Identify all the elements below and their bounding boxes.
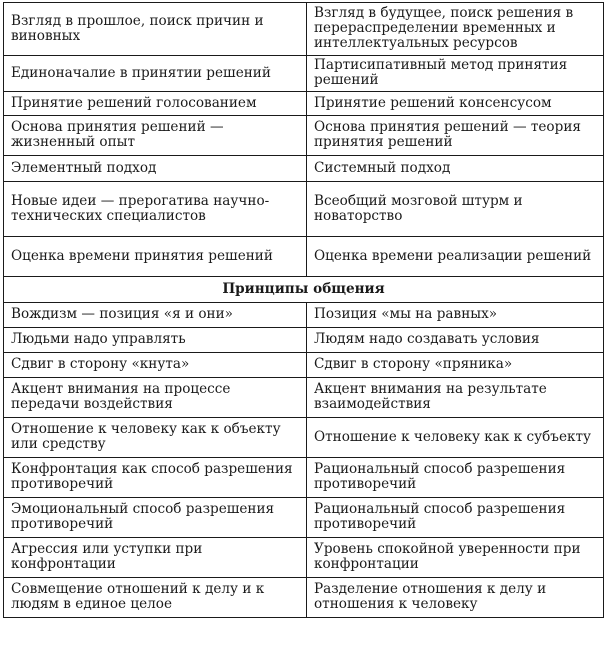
cell-old-approach: Отношение к человеку как к объекту или средству [4, 418, 307, 458]
table-row [4, 92, 604, 116]
cell-old-approach: Сдвиг в сторону «кнута» [4, 353, 307, 378]
cell-new-approach: Отношение к человеку как к субъекту [307, 418, 604, 458]
table-row [4, 182, 604, 237]
cell-new-approach: Всеобщий мозговой штурм и новаторство [307, 182, 604, 237]
cell-new-approach: Рациональный способ разрешения противоречий [307, 458, 604, 498]
cell-old-approach: Агрессия или уступки при конфронтации [4, 538, 307, 578]
cell-old-approach: Оценка времени принятия решений [4, 237, 307, 277]
table-row [4, 116, 604, 156]
table-row [4, 578, 604, 618]
cell-new-approach: Основа принятия решений — теория принятия решений [307, 116, 604, 156]
cell-old-approach: Основа принятия решений — жизненный опыт [4, 116, 307, 156]
cell-old-approach: Вождизм — позиция «я и они» [4, 303, 307, 328]
section-header-row [4, 277, 604, 303]
cell-new-approach: Принятие решений консенсусом [307, 92, 604, 116]
table-row [4, 303, 604, 328]
cell-new-approach: Разделение отношения к делу и отношения к человеку [307, 578, 604, 618]
cell-old-approach: Акцент внимания на процессе передачи воздействия [4, 378, 307, 418]
cell-old-approach: Эмоциональный способ разрешения противоречий [4, 498, 307, 538]
table-row [4, 538, 604, 578]
cell-new-approach: Оценка времени реализации решений [307, 237, 604, 277]
cell-old-approach: Принятие решений голосованием [4, 92, 307, 116]
table-row [4, 418, 604, 458]
cell-new-approach: Уровень спокойной уверенности при конфронтации [307, 538, 604, 578]
cell-old-approach: Совмещение отношений к делу и к людям в единое целое [4, 578, 307, 618]
table-row [4, 458, 604, 498]
cell-new-approach: Сдвиг в сторону «пряника» [307, 353, 604, 378]
table-row [4, 498, 604, 538]
cell-old-approach: Единоначалие в принятии решений [4, 56, 307, 92]
table-row [4, 328, 604, 353]
table-row [4, 3, 604, 56]
comparison-table [3, 2, 604, 618]
cell-new-approach: Акцент внимания на результате взаимодействия [307, 378, 604, 418]
cell-new-approach: Позиция «мы на равных» [307, 303, 604, 328]
cell-new-approach: Людям надо создавать условия [307, 328, 604, 353]
cell-old-approach: Взгляд в прошлое, поиск причин и виновных [4, 3, 307, 56]
section-title: Принципы общения [4, 277, 604, 303]
cell-old-approach: Новые идеи — прерогатива научно-технических специалистов [4, 182, 307, 237]
table-row [4, 237, 604, 277]
cell-old-approach: Людьми надо управлять [4, 328, 307, 353]
cell-new-approach: Партисипативный метод принятия решений [307, 56, 604, 92]
table-row [4, 156, 604, 182]
cell-old-approach: Элементный подход [4, 156, 307, 182]
cell-old-approach: Конфронтация как способ разрешения противоречий [4, 458, 307, 498]
cell-new-approach: Взгляд в будущее, поиск решения в перераспределении временных и интеллектуальных ресурсов [307, 3, 604, 56]
cell-new-approach: Системный подход [307, 156, 604, 182]
table-row [4, 353, 604, 378]
cell-new-approach: Рациональный способ разрешения противоречий [307, 498, 604, 538]
table-row [4, 56, 604, 92]
table-row [4, 378, 604, 418]
